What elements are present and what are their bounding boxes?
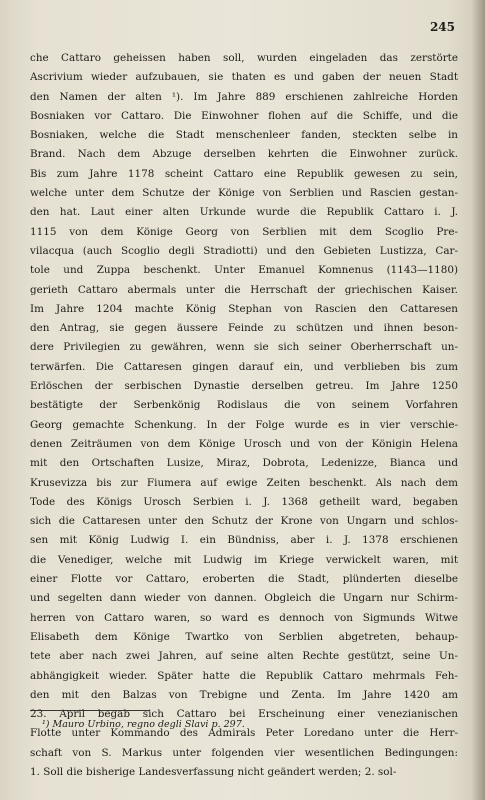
text-line: Georg gemachte Schenkung. In der Folge wurde es in vier verschie- xyxy=(30,418,458,431)
text-line: Tode des Königs Urosch Serbien i. J. 1368 getheilt ward, begaben xyxy=(30,495,458,508)
text-line: vilacqua (auch Scoglio degli Stradiotti) und den Gebieten Lustizza, Car- xyxy=(30,244,458,257)
footnote: ¹) Mauro Urbino, regno degli Slavi p. 297. xyxy=(42,719,245,730)
text-line: und segelten dann wieder von dannen. Obgleich die Ungarn nur Schirm- xyxy=(30,592,458,605)
text-line: den hat. Laut einer alten Urkunde wurde die Republik Cattaro i. J. xyxy=(30,206,458,219)
text-line: 1. Soll die bisherige Landesverfassung nicht geändert werden; 2. sol- xyxy=(30,765,397,778)
text-line: schaft von S. Markus unter folgenden vier wesentlichen Bedingungen: xyxy=(30,746,458,759)
text-line: 23. April begab sich Cattaro bei Erscheinung einer venezianischen xyxy=(30,708,458,721)
text-line: Bosniaken vor Cattaro. Die Einwohner flohen auf die Schiffe, und die xyxy=(30,109,458,122)
text-line: Bis zum Jahre 1178 scheint Cattaro eine Republik gewesen zu sein, xyxy=(30,167,458,180)
text-line: mit den Ortschaften Lusize, Miraz, Dobrota, Ledenizze, Bianca und xyxy=(30,457,458,470)
text-line: Flotte unter Kommando des Admirals Peter Loredano unter die Herr- xyxy=(30,727,458,740)
text-line: Ascrivium wieder aufzubauen, sie thaten es und gaben der neuen Stadt xyxy=(30,71,458,84)
text-line: welche unter dem Schutze der Könige von Serblien und Rascien gestan- xyxy=(30,187,458,200)
text-line: terwärfen. Die Cattaresen gingen darauf ein, und verblieben bis zum xyxy=(30,360,458,373)
text-line: die Venediger, welche mit Ludwig im Kriege verwickelt waren, mit xyxy=(30,553,458,566)
text-line: Elisabeth dem Könige Twartko von Serblien abgetreten, behaup- xyxy=(30,630,458,643)
text-line: bestätigte der Serbenkönig Rodislaus die von seinem Vorfahren xyxy=(30,399,458,412)
text-line: 1115 von dem Könige Georg von Serblien mit dem Scoglio Pre- xyxy=(30,225,458,238)
text-line: den mit den Balzas von Trebigne und Zenta. Im Jahre 1420 am xyxy=(30,688,458,701)
text-line: sich die Cattaresen unter den Schutz der Krone von Ungarn und schlos- xyxy=(30,515,458,528)
text-line: Im Jahre 1204 machte König Stephan von Rascien den Cattaresen xyxy=(30,302,458,315)
text-line: den Antrag, sie gegen äussere Feinde zu schützen und ihnen beson- xyxy=(30,322,458,335)
text-line: abhängigkeit wieder. Später hatte die Republik Cattaro mehrmals Feh- xyxy=(30,669,458,682)
body-text xyxy=(30,49,458,782)
text-line: herren von Cattaro waren, so ward es dennoch von Sigmunds Witwe xyxy=(30,611,458,624)
text-line: den Namen der alten ¹). Im Jahre 889 erschienen zahlreiche Horden xyxy=(30,90,458,103)
page-edge-shadow xyxy=(471,0,485,800)
text-line: Krusevizza bis zur Fiumera auf ewige Zeiten beschenkt. Als nach dem xyxy=(30,476,458,489)
text-line: gerieth Cattaro abermals unter die Herrschaft der griechischen Kaiser. xyxy=(30,283,458,296)
text-line: tole und Zuppa beschenkt. Unter Emanuel Komnenus (1143—1180) xyxy=(30,264,458,277)
text-line: einer Flotte vor Cattaro, eroberten die Stadt, plünderten dieselbe xyxy=(30,573,458,586)
text-line: Bosniaken, welche die Stadt menschenleer fanden, steckten selbe in xyxy=(30,129,458,142)
text-line: Erlöschen der serbischen Dynastie derselben getreu. Im Jahre 1250 xyxy=(30,380,458,393)
text-line: denen Zeiträumen von dem Könige Urosch und von der Königin Helena xyxy=(30,437,458,450)
text-line: Brand. Nach dem Abzuge derselben kehrten die Einwohner zurück. xyxy=(30,148,458,161)
footnote-rule xyxy=(30,710,150,711)
text-line: che Cattaro geheissen haben soll, wurden eingeladen das zerstörte xyxy=(30,52,458,64)
text-line: tete aber nach zwei Jahren, auf seine alten Rechte gestützt, seine Un- xyxy=(30,650,458,663)
text-line: dere Privilegien zu gewähren, wenn sie sich seiner Oberherrschaft un- xyxy=(30,341,458,354)
text-line: sen mit König Ludwig I. ein Bündniss, aber i. J. 1378 erschienen xyxy=(30,534,458,547)
page-number: 245 xyxy=(429,20,455,34)
